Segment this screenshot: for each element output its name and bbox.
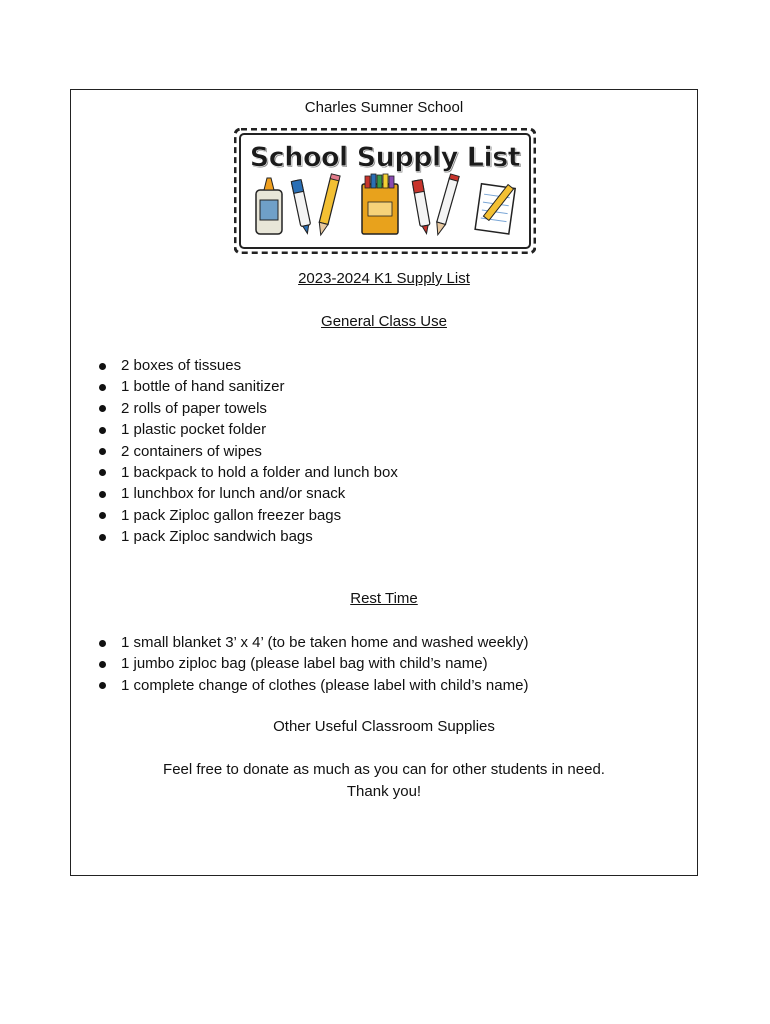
list-item: 1 pack Ziploc sandwich bags (93, 526, 398, 547)
list-item: 1 plastic pocket folder (93, 419, 398, 440)
other-supplies-heading: Other Useful Classroom Supplies (273, 718, 495, 735)
list-item: 1 jumbo ziploc bag (please label bag with child’s name) (93, 653, 528, 674)
list-item: 2 boxes of tissues (93, 355, 398, 376)
crayon-box-icon (362, 174, 398, 234)
list-subtitle (71, 270, 697, 287)
general-supply-list (93, 355, 398, 548)
closing-line: Feel free to donate as much as you can for other students in need. (163, 761, 605, 778)
banner-title: School Supply List (249, 142, 521, 173)
thank-you-line: Thank you! (346, 783, 422, 800)
list-item: 1 backpack to hold a folder and lunch box (93, 462, 398, 483)
list-item: 1 lunchbox for lunch and/or snack (93, 483, 398, 504)
section-heading-general (71, 313, 697, 330)
document-page (70, 89, 698, 876)
school-name: Charles Sumner School (304, 99, 464, 116)
list-item: 2 containers of wipes (93, 441, 398, 462)
list-item: 1 complete change of clothes (please label with child’s name) (93, 675, 528, 696)
notepad-icon (475, 181, 515, 234)
section-heading-rest (71, 590, 697, 607)
section-heading-text: Rest Time (350, 590, 418, 607)
list-item: 1 pack Ziploc gallon freezer bags (93, 505, 398, 526)
list-item: 1 small blanket 3’ x 4’ (to be taken home and washed weekly) (93, 632, 528, 653)
list-item: 1 bottle of hand sanitizer (93, 376, 398, 397)
list-item: 2 rolls of paper towels (93, 398, 398, 419)
supply-list-banner (234, 128, 536, 254)
list-subtitle-text: 2023-2024 K1 Supply List (298, 270, 470, 287)
rest-time-list (93, 632, 528, 696)
section-heading-text: General Class Use (321, 313, 447, 330)
